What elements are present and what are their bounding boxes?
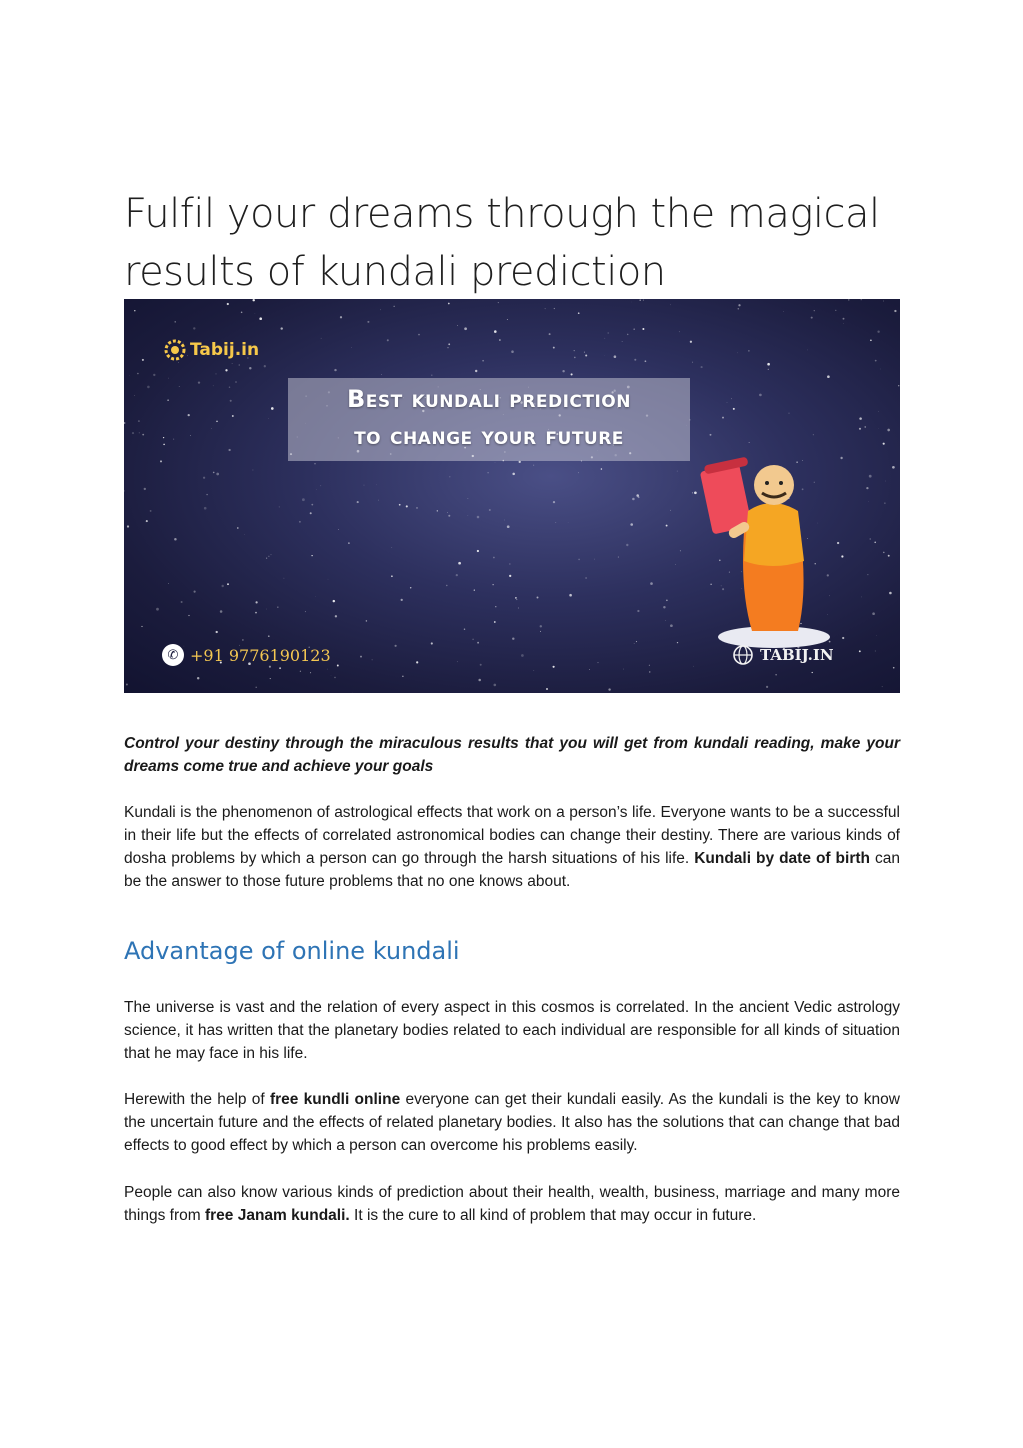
phone-number: +91 9776190123: [190, 645, 331, 665]
p3-bold: free kundli online: [269, 1091, 401, 1108]
paragraph-kundali: [124, 801, 900, 893]
site-name: TABIJ.IN: [760, 646, 834, 664]
p3-text: Herewith the help of: [124, 1091, 270, 1108]
paragraph-janam-kundali: [124, 1181, 900, 1227]
astrologer-illustration: [700, 441, 840, 651]
paragraph-universe: The universe is vast and the relation of every aspect in this cosmos is correlated. In the ancient Vedic astrology science, it has written that the planetary bodies related to each individual are responsible for all kinds of situation that he may face in his life.: [124, 999, 900, 1062]
headline-line-2: to change your future: [354, 422, 624, 450]
phone-icon: ✆: [162, 644, 184, 666]
p4-bold: free Janam kundali.: [204, 1207, 350, 1224]
link-free-kundli-online[interactable]: [270, 1091, 400, 1108]
p3-text-after: everyone can get their kundali easily. As the kundali is the key to know the uncertain future and the effects of related planetary bodies. It also has the solutions that can change that bad effects to good effect by which a person can overcome his problems easily.: [124, 1091, 900, 1154]
brand-name: Tabij.in: [190, 340, 260, 360]
intro-paragraph: Control your destiny through the miraculous results that you will get from kundali reading, make your dreams come true and achieve your goals: [124, 735, 900, 775]
link-free-janam-kundali[interactable]: [205, 1207, 350, 1224]
banner-image: [124, 299, 900, 693]
link-kundali-by-date-of-birth[interactable]: [694, 850, 870, 867]
page-title: Fulfil your dreams through the magical results of kundali prediction: [124, 191, 880, 295]
brand-logo: [164, 339, 259, 361]
sun-logo-icon: [164, 339, 186, 361]
p1-text-after: can be the answer to those future problems that no one knows about.: [124, 850, 900, 890]
banner-phone: [162, 644, 331, 666]
p4-text-after: It is the cure to all kind of problem that may occur in future.: [349, 1207, 757, 1224]
paragraph-free-kundli: [124, 1088, 900, 1157]
p1-text: Kundali is the phenomenon of astrological effects that work on a person’s life. Everyone wants to be a successful in their life but the effects of correlated astronomical bodies can change their destiny. There are various kinds of dosha problems by which a person can go through the harsh situations of his life.: [124, 804, 900, 867]
banner-site: [732, 644, 834, 666]
globe-www-icon: [732, 644, 754, 666]
banner-headline: [288, 378, 690, 461]
section-heading: Advantage of online kundali: [124, 937, 460, 965]
p1-bold: Kundali by date of birth: [694, 850, 870, 867]
headline-line-1: Best kundali prediction: [347, 385, 631, 413]
p4-text: People can also know various kinds of prediction about their health, wealth, business, marriage and many more things from: [124, 1184, 900, 1224]
